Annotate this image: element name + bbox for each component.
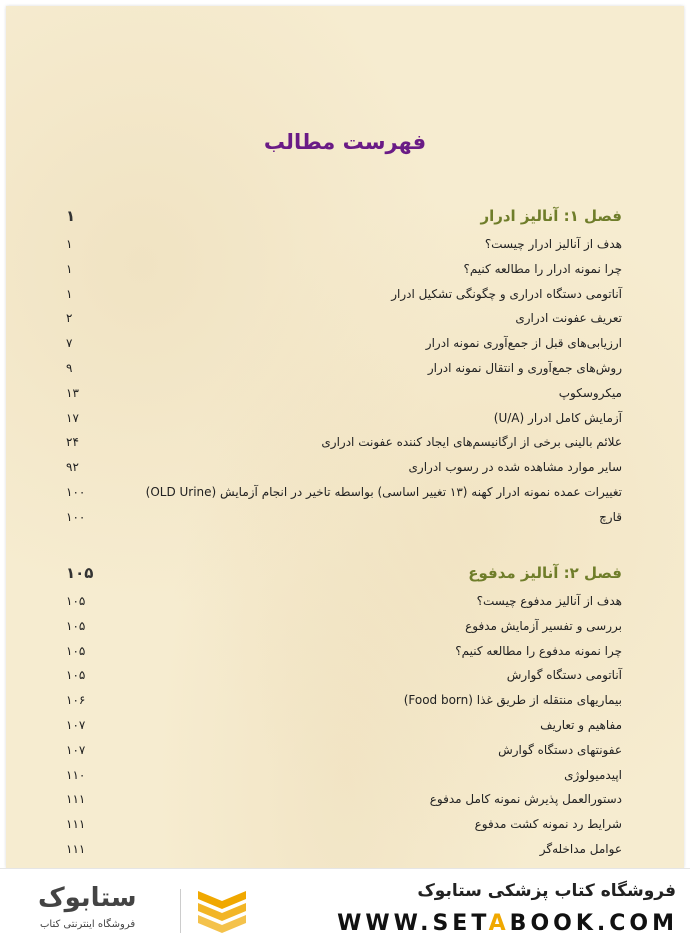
toc-entry-title: دستورالعمل پذیرش نمونه کامل مدفوع: [429, 792, 622, 807]
chapter-title: فصل ۲: آنالیز مدفوع: [468, 564, 622, 582]
toc-entry-page: ۲: [66, 311, 73, 326]
toc-entry[interactable]: [62, 506, 622, 528]
toc-entry[interactable]: [62, 640, 622, 662]
toc-entry[interactable]: [62, 382, 622, 404]
toc-entry-page: ۱: [66, 286, 73, 301]
toc-entry-title: روش‌های جمع‌آوری و انتقال نمونه ادرار: [427, 361, 622, 375]
toc-entry-page: ۱۷: [66, 410, 79, 425]
toc-entry-title: عفونتهای دستگاه گوارش: [498, 742, 622, 757]
toc-entry[interactable]: [62, 456, 622, 478]
toc-entry-page: ۱۰۰: [66, 485, 86, 499]
toc-entry-title: تغییرات عمده نمونه ادرار کهنه (۱۳ تغییر اساسی) بواسطه تاخیر در انجام آزمایش (OLD Urine): [145, 485, 622, 499]
toc-entry-page: ۱۰۷: [66, 742, 86, 757]
toc-entry-page: ۱: [66, 261, 73, 276]
toc-entry-title: هدف از آنالیز ادرار چیست؟: [484, 237, 622, 251]
toc-entry-title: تعریف عفونت ادراری: [515, 311, 622, 326]
chapter-heading[interactable]: [62, 205, 622, 227]
chapter-heading[interactable]: [62, 562, 622, 584]
toc-entry[interactable]: [62, 332, 622, 354]
toc-entry-title: مفاهیم و تعاریف: [540, 718, 622, 732]
toc-entry-page: ۱۰۰: [66, 509, 86, 524]
toc-entry-title: آناتومی دستگاه ادراری و چگونگی تشکیل ادرار: [391, 286, 622, 301]
toc-entry[interactable]: [62, 357, 622, 379]
toc-entry-title: شرایط رد نمونه کشت مدفوع: [474, 817, 622, 832]
store-footer: [0, 868, 690, 946]
store-url[interactable]: [337, 911, 678, 936]
chapter-title: فصل ۱: آنالیز ادرار: [480, 207, 622, 225]
toc-entry-page: ۱۱۱: [66, 842, 86, 856]
toc-entry-page: ۱۳: [66, 385, 79, 400]
toc-entry[interactable]: [62, 714, 622, 736]
toc-entry-page: ۹۲: [66, 460, 79, 475]
toc-entry-page: ۷: [66, 336, 73, 351]
toc-entry-title: هدف از آنالیز مدفوع چیست؟: [476, 594, 622, 608]
toc-entry-title: چرا نمونه ادرار را مطالعه کنیم؟: [463, 261, 622, 276]
toc-entry-page: ۱۰۷: [66, 718, 86, 732]
toc-entry-title: آناتومی دستگاه گوارش: [506, 668, 622, 683]
toc-entry[interactable]: [62, 813, 622, 835]
toc-entry[interactable]: [62, 764, 622, 786]
toc-entry-title: آزمایش کامل ادرار (U/A): [493, 410, 622, 425]
toc-entry-title: چرا نمونه مدفوع را مطالعه کنیم؟: [455, 643, 622, 658]
toc-entry-page: ۱۰۶: [66, 693, 86, 708]
toc-entry-title: قارچ: [599, 509, 622, 524]
url-accent: A: [488, 911, 510, 936]
toc-entry-page: ۱۰۵: [66, 668, 86, 683]
toc-entry[interactable]: [62, 664, 622, 686]
toc-entry-page: ۱۰۵: [66, 643, 86, 658]
toc-entry[interactable]: [62, 739, 622, 761]
toc-entry[interactable]: [62, 431, 622, 453]
toc-entry-title: سایر موارد مشاهده شده در رسوب ادراری: [408, 460, 622, 475]
toc-entry-page: ۲۴: [66, 435, 79, 450]
toc-entry[interactable]: [62, 407, 622, 429]
toc-entry[interactable]: [62, 283, 622, 305]
toc-entry-page: ۱: [66, 237, 73, 251]
toc-entry-page: ۹: [66, 361, 73, 375]
logo-subtitle: فروشگاه اینترنتی کتاب: [40, 919, 136, 930]
url-prefix: WWW.SET: [337, 911, 489, 936]
toc-entry-title: بررسی و تفسیر آزمایش مدفوع: [465, 618, 622, 633]
toc-entry-page: ۱۰۵: [66, 618, 86, 633]
toc-entry-title: ارزیابی‌های قبل از جمع‌آوری نمونه ادرار: [425, 336, 622, 351]
store-name: فروشگاه کتاب پزشکی ستابوک: [417, 881, 676, 901]
toc-entry[interactable]: [62, 615, 622, 637]
logo-wordmark: ستابوک: [38, 883, 137, 913]
toc-entry[interactable]: [62, 307, 622, 329]
footer-divider: [180, 889, 181, 933]
toc-entry[interactable]: [62, 689, 622, 711]
toc-entry[interactable]: [62, 258, 622, 280]
toc-entry-title: اپیدمیولوژی: [564, 767, 622, 782]
toc-entry-page: ۱۱۱: [66, 817, 86, 832]
book-stack-icon: [196, 885, 248, 933]
toc-entry-title: علائم بالینی برخی از ارگانیسم‌های ایجاد کننده عفونت ادراری: [321, 435, 622, 450]
toc-entry[interactable]: [62, 788, 622, 810]
toc-entry[interactable]: [62, 838, 622, 860]
chapter-page-number: ۱۰۵: [66, 564, 94, 582]
toc-entry[interactable]: [62, 590, 622, 612]
chapter-page-number: ۱: [66, 207, 76, 225]
toc-title: فهرست مطالب: [263, 130, 427, 154]
toc-entry[interactable]: [62, 233, 622, 255]
toc-entry-title: عوامل مداخله‌گر: [539, 842, 622, 856]
toc-entry-page: ۱۱۰: [66, 767, 86, 782]
toc-entry-title: بیماریهای منتقله از طریق غذا (Food born): [403, 693, 622, 708]
toc-entry-page: ۱۱۱: [66, 792, 86, 807]
toc-entry-title: میکروسکوپ: [558, 385, 622, 400]
toc-entry-page: ۱۰۵: [66, 594, 86, 608]
url-suffix: BOOK.COM: [509, 911, 678, 936]
toc-entry[interactable]: [62, 481, 622, 503]
